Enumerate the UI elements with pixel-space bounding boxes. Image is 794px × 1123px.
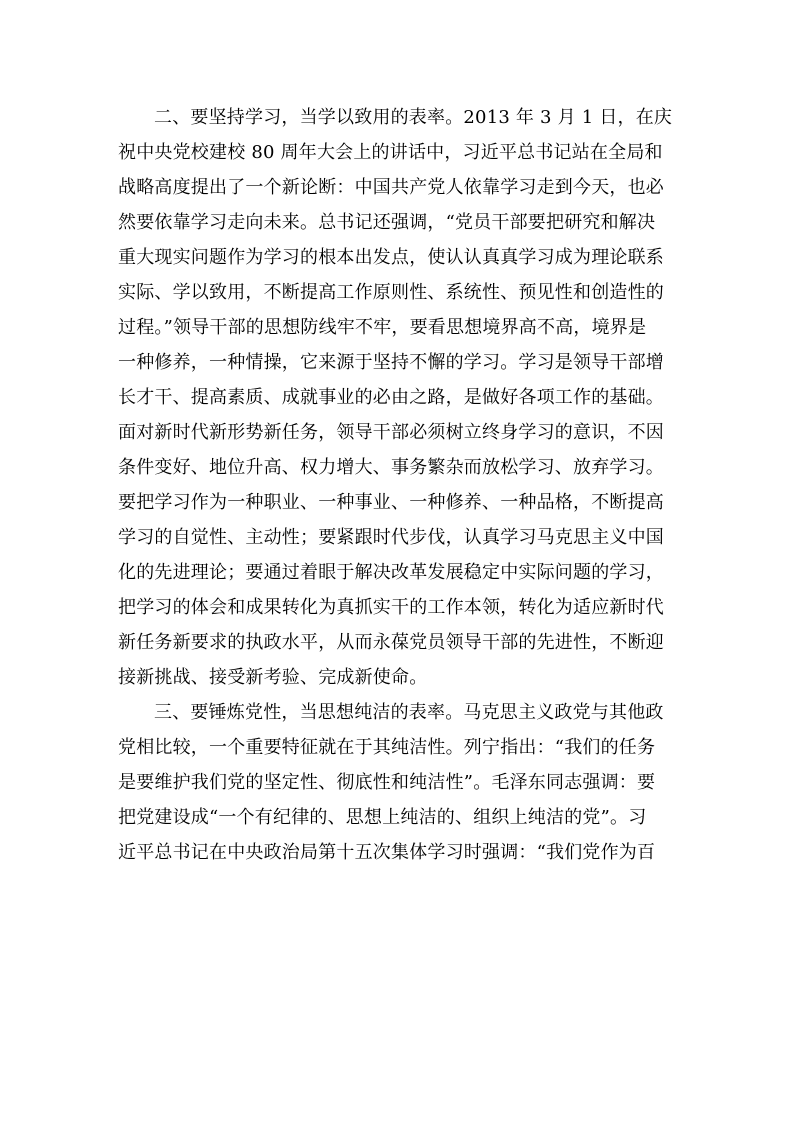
paragraph-2-line-10: 面对新时代新形势新任务，领导干部必须树立终身学习的意识，不因 (118, 422, 664, 443)
document-page (118, 100, 684, 870)
paragraph-3-line-5: 近平总书记在中央政治局第十五次集体学习时强调：“我们党作为百 (118, 842, 656, 863)
paragraph-3-line-2: 党相比较，一个重要特征就在于其纯洁性。列宁指出：“我们的任务 (118, 737, 656, 758)
paragraph-2-line-2: 祝中央党校建校 80 周年大会上的讲话中，习近平总书记站在全局和 (118, 142, 663, 163)
paragraph-2-line-17: 接新挑战、接受新考验、完成新使命。 (118, 667, 428, 688)
paragraph-3-line-3: 是要维护我们党的坚定性、彻底性和纯洁性”。毛泽东同志强调：要 (118, 772, 656, 793)
paragraph-2-line-3: 战略高度提出了一个新论断：中国共产党人依靠学习走到今天，也必 (118, 177, 664, 198)
paragraph-2-line-11: 条件变好、地位升高、权力增大、事务繁杂而放松学习、放弃学习。 (118, 457, 664, 478)
paragraph-2-line-5: 重大现实问题作为学习的根本出发点，使认认真真学习成为理论联系 (118, 247, 664, 268)
paragraph-2-line-9: 长才干、提高素质、成就事业的必由之路，是做好各项工作的基础。 (118, 387, 664, 408)
paragraph-2-line-4: 然要依靠学习走向未来。总书记还强调，“党员干部要把研究和解决 (118, 212, 656, 233)
paragraph-2-line-16: 新任务新要求的执政水平，从而永葆党员领导干部的先进性，不断迎 (118, 632, 664, 653)
paragraph-2-line-7: 过程。”领导干部的思想防线牢不牢，要看思想境界高不高，境界是 (118, 317, 647, 338)
paragraph-2-line-1: 二、要坚持学习，当学以致用的表率。2013 年 3 月 1 日，在庆 (154, 107, 673, 128)
paragraph-2-line-15: 把学习的体会和成果转化为真抓实干的工作本领，转化为适应新时代 (118, 597, 664, 618)
paragraph-2-line-12: 要把学习作为一种职业、一种事业、一种修养、一种品格，不断提高 (118, 492, 664, 513)
paragraph-2-line-8: 一种修养，一种情操，它来源于坚持不懈的学习。学习是领导干部增 (118, 352, 664, 373)
paragraph-2-line-6: 实际、学以致用，不断提高工作原则性、系统性、预见性和创造性的 (118, 282, 664, 303)
paragraph-2-line-13: 学习的自觉性、主动性；要紧跟时代步伐，认真学习马克思主义中国 (118, 527, 664, 548)
paragraph-2-line-14: 化的先进理论；要通过着眼于解决改革发展稳定中实际问题的学习， (118, 562, 664, 583)
paragraph-3-line-1: 三、要锤炼党性，当思想纯洁的表率。马克思主义政党与其他政 (154, 702, 664, 723)
paragraph-3-line-4: 把党建设成“一个有纪律的、思想上纯洁的、组织上纯洁的党”。习 (118, 807, 647, 828)
